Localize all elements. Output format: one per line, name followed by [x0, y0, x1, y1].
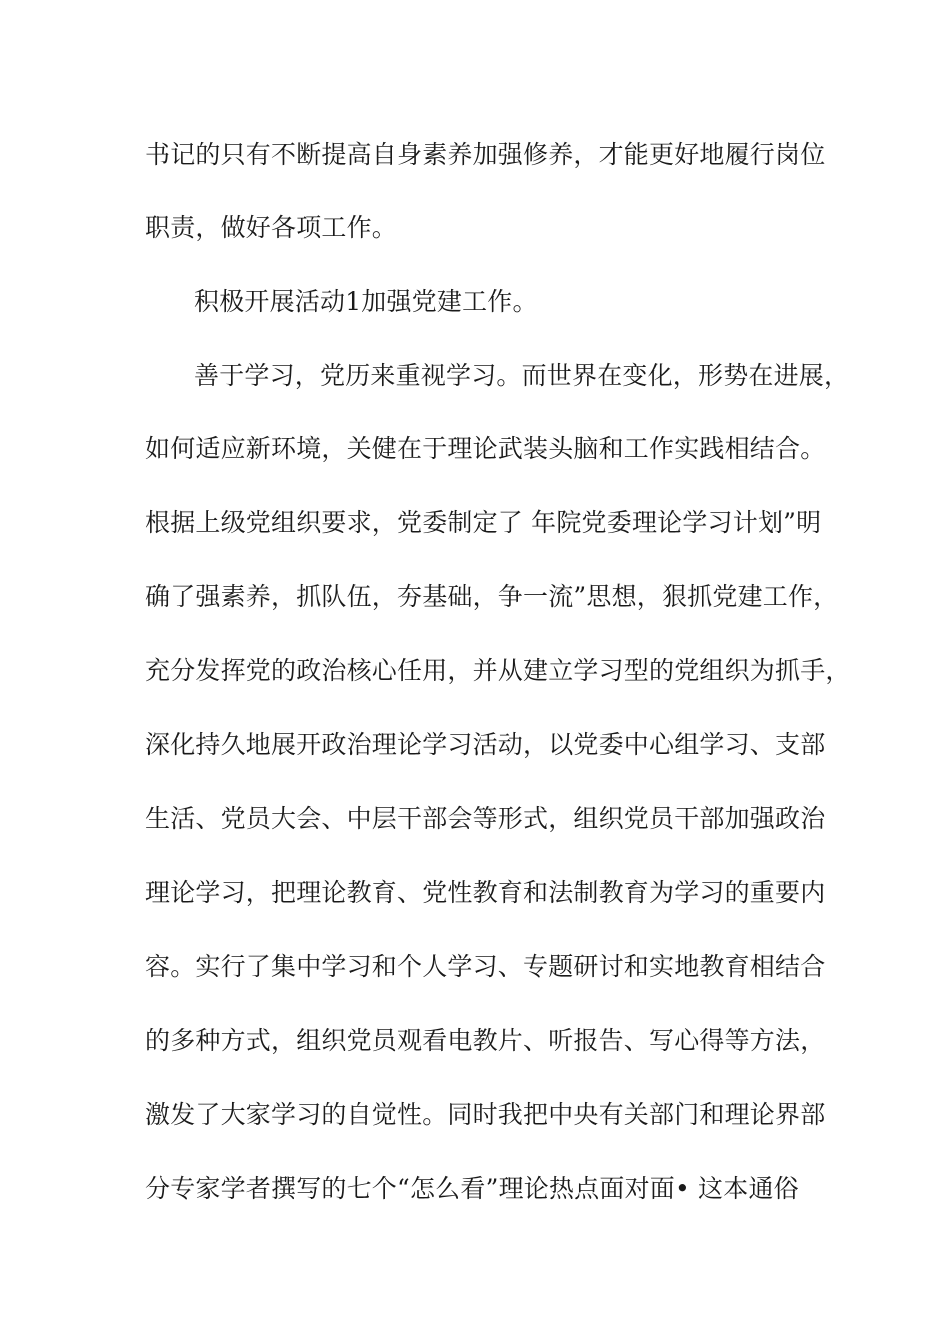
text-line-12: 容。实行了集中学习和个人学习、专题研讨和实地教育相结合: [145, 952, 826, 981]
text-line-1: 书记的只有不断提高自身素养加强修养，才能更好地履行岗位: [145, 140, 826, 169]
text-line-10: 生活、党员大会、中层干部会等形式，组织党员干部加强政治: [145, 804, 826, 833]
text-line-5: 如何适应新环境，关健在于理论武装头脑和工作实践相结合。: [145, 434, 826, 463]
text-line-7: 确了强素养，抓队伍，夯基础，争一流”思想，狠抓党建工作，: [145, 582, 839, 611]
text-line-13: 的多种方式，组织党员观看电教片、听报告、写心得等方法，: [145, 1026, 826, 1055]
text-line-11: 理论学习，把理论教育、党性教育和法制教育为学习的重要内: [145, 878, 826, 907]
text-line-8: 充分发挥党的政治核心任用，并从建立学习型的党组织为抓手，: [145, 656, 851, 685]
text-line-9: 深化持久地展开政治理论学习活动，以党委中心组学习、支部: [145, 730, 826, 759]
text-line-14: 激发了大家学习的自觉性。同时我把中央有关部门和理论界部: [145, 1100, 826, 1129]
text-line-15: 分专家学者撰写的七个“怎么看”理论热点面对面• 这本通俗: [145, 1174, 799, 1203]
text-line-6: 根据上级党组织要求，党委制定了 年院党委理论学习计划”明: [145, 508, 822, 537]
text-line-2: 职责，做好各项工作。: [145, 213, 398, 242]
paragraph-heading: 积极开展活动1加强党建工作。: [194, 287, 538, 316]
text-line-4: 善于学习，党历来重视学习。而世界在变化，形势在进展，: [194, 361, 850, 390]
